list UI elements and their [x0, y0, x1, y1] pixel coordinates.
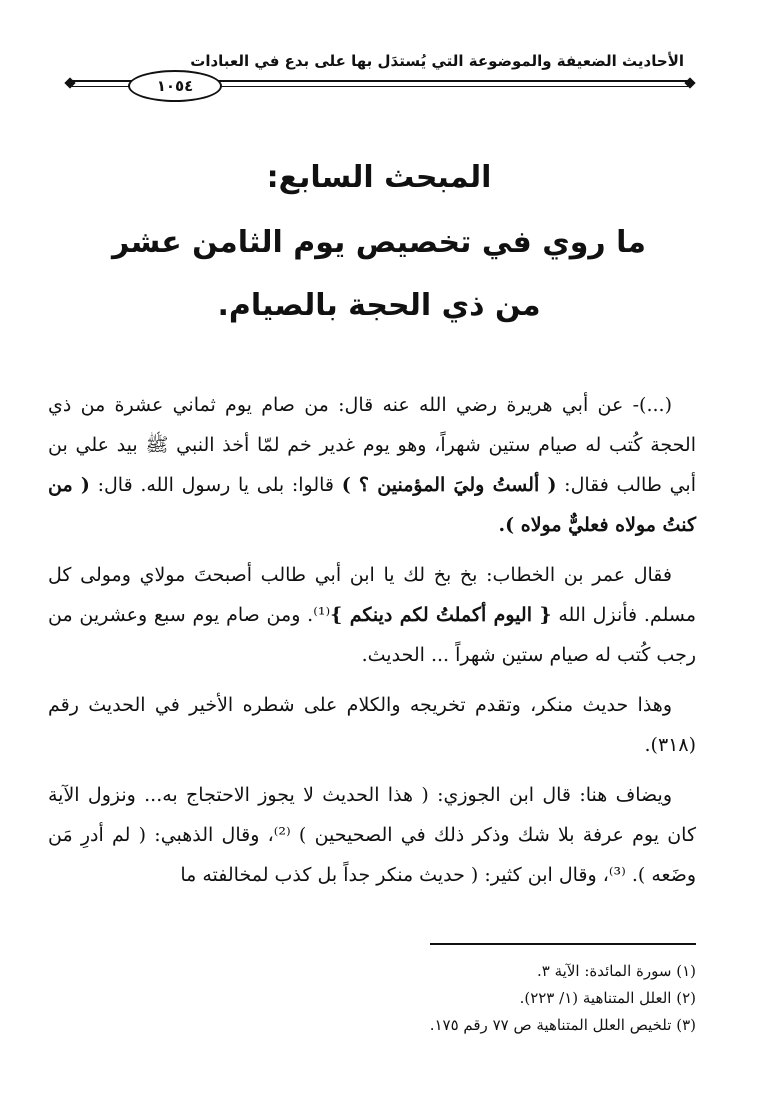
page-number: ١٠٥٤: [128, 70, 222, 102]
section-title-line-2: من ذي الحجة بالصيام.: [217, 288, 541, 323]
quran-quote: { اليوم أكملتُ لكم دينكم }: [330, 604, 552, 626]
footnote-item: (٢) العلل المتناهية (١/ ٢٢٣).: [519, 989, 696, 1007]
quote-bold: ( ألستُ وليَ المؤمنين ؟ ): [341, 474, 557, 496]
quote-bold: ( من كنتُ مولاه فعليٌّ مولاه ).: [48, 474, 696, 536]
footnotes: [56, 958, 696, 1039]
footnote-separator: [430, 943, 696, 945]
paragraph-umar: فقال عمر بن الخطاب: بخ بخ لك يا ابن أبي طالب أصبحتَ مولاي ومولى كل مسلم. فأنزل الله { اليوم أكملتُ لكم دينكم }⁽¹⁾. ومن صام يوم سبع وعشرين من رجب كُتب له صيام ستين شهراً ... الحديث.: [48, 564, 696, 666]
paragraph-ruling: وهذا حديث منكر، وتقدم تخريجه والكلام على شطره الأخير في الحديث رقم (٣١٨).: [48, 694, 696, 756]
page-header: [58, 52, 690, 108]
body-text: [48, 385, 696, 905]
footnote-item: (١) سورة المائدة: الآية ٣.: [537, 962, 696, 980]
running-title: الأحاديث الضعيفة والموضوعة التي يُستدَل بها على بدع في العبادات: [190, 52, 684, 70]
section-heading: المبحث السابع:: [266, 160, 492, 195]
footnote-item: (٣) تلخيص العلل المتناهية ص ٧٧ رقم ١٧٥.: [429, 1016, 696, 1034]
paragraph-hadith: (...)- عن أبي هريرة رضي الله عنه قال: من صام يوم ثماني عشرة من ذي الحجة كُتب له صيام ستين شهراً، وهو يوم غدير خم لمّا أخذ النبي ﷺ بيد علي بن أبي طالب فقال: ( ألستُ وليَ المؤمنين ؟ ) قالوا: بلى يا رسول الله. قال: ( من كنتُ مولاه فعليٌّ مولاه ).: [48, 394, 696, 536]
section-title-line-1: ما روي في تخصيص يوم الثامن عشر: [112, 225, 646, 260]
paragraph-scholars: ويضاف هنا: قال ابن الجوزي: ( هذا الحديث لا يجوز الاحتجاج به... ونزول الآية كان يوم عرفة بلا شك وذكر ذلك في الصحيحين ) ⁽²⁾، وقال الذهبي: ( لم أدرِ مَن وضَعه ). ⁽³⁾، وقال ابن كثير: ( حديث منكر جداً بل كذب لمخالفته ما: [48, 784, 696, 886]
